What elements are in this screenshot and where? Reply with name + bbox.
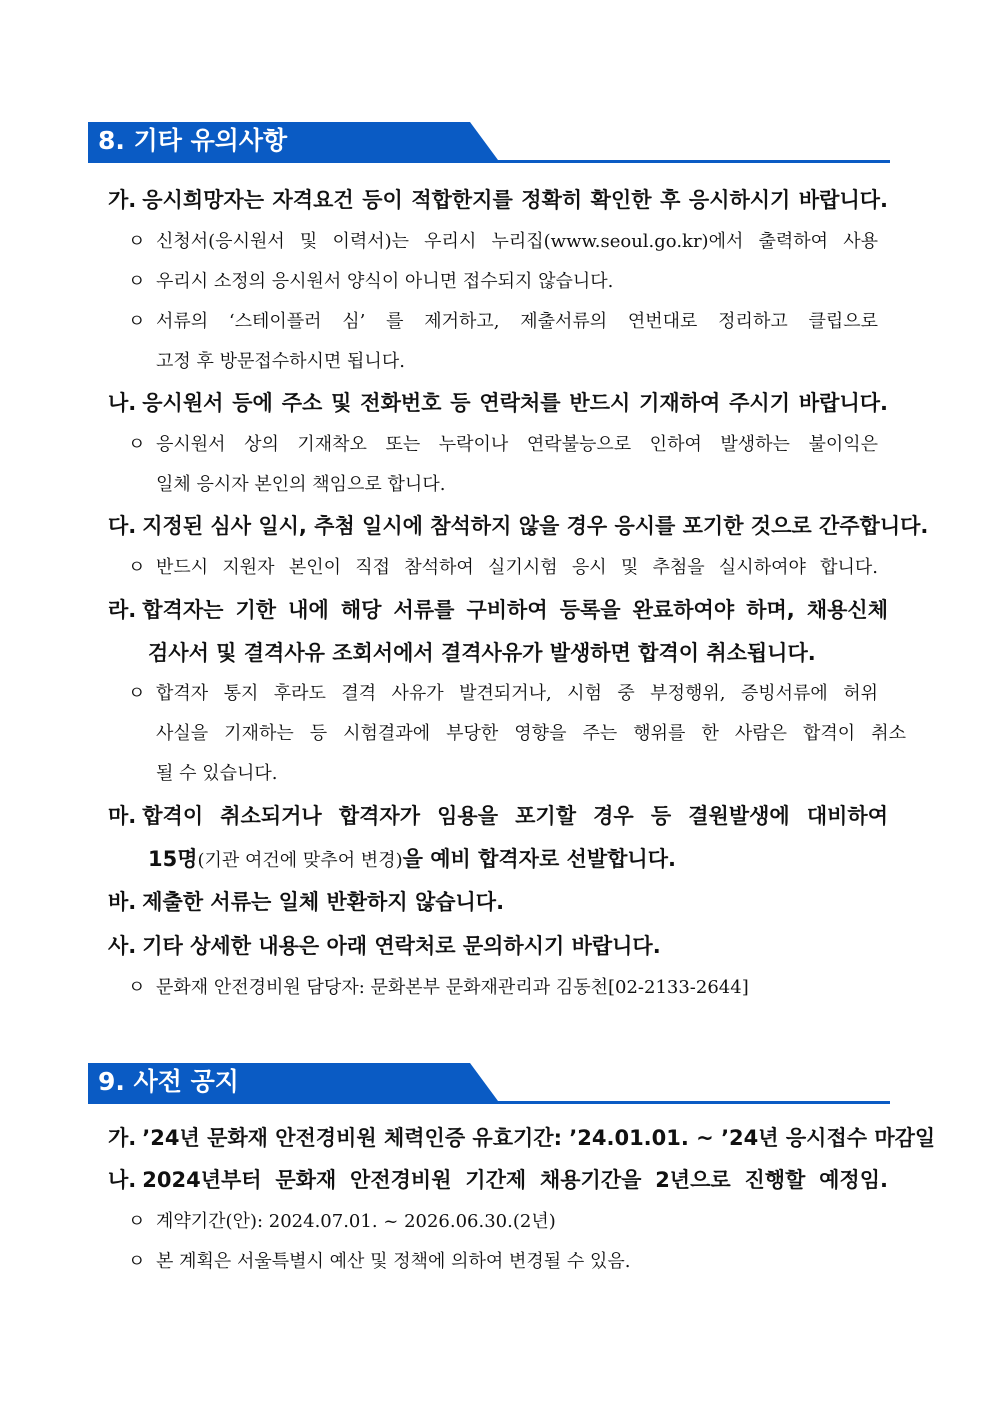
section-8-header (88, 122, 890, 162)
bullet-icon: ㅇ (128, 231, 146, 252)
item-na: 나. 응시원서 등에 주소 및 전화번호 등 연락처를 반드시 기재하여 주시기 바랍니다. (108, 391, 888, 415)
bullet-icon: ㅇ (128, 977, 146, 998)
sub-item: ㅇ 응시원서 상의 기재착오 또는 누락이나 연락불능으로 인하여 발생하는 불이익은 (128, 432, 878, 458)
sub-item-continued: 일체 응시자 본인의 책임으로 합니다. (156, 474, 446, 495)
bullet-icon: ㅇ (128, 683, 146, 704)
section-9-header (88, 1063, 890, 1103)
item-ma: 마. 합격이 취소되거나 합격자가 임용을 포기할 경우 등 결원발생에 대비하여 (108, 804, 888, 828)
sub-item: ㅇ 계약기간(안): 2024.07.01. ~ 2026.06.30.(2년) (128, 1209, 556, 1235)
item-da: 다. 지정된 심사 일시, 추첨 일시에 참석하지 않을 경우 응시를 포기한 것으로 간주합니다. (108, 514, 929, 538)
sub-item: ㅇ 합격자 통지 후라도 결격 사유가 발견되거나, 시험 중 부정행위, 증빙서류에 허위 (128, 681, 878, 707)
sub-item-continued: 사실을 기재하는 등 시험결과에 부당한 영향을 주는 행위를 한 사람은 합격이 취소 (156, 723, 906, 744)
sub-item-continued: 고정 후 방문접수하시면 됩니다. (156, 351, 405, 372)
sub-item: ㅇ 신청서(응시원서 및 이력서)는 우리시 누리집(www.seoul.go.kr)에서 출력하여 사용 (128, 229, 878, 255)
sub-item: ㅇ 서류의 ‘스테이플러 심’ 를 제거하고, 제출서류의 연번대로 정리하고 클립으로 (128, 309, 878, 335)
item-ma-continued: 15명(기관 여건에 맞추어 변경)을 예비 합격자로 선발합니다. (148, 847, 676, 871)
sub-item: ㅇ 본 계획은 서울특별시 예산 및 정책에 의하여 변경될 수 있음. (128, 1249, 631, 1275)
sub-item: ㅇ 우리시 소정의 응시원서 양식이 아니면 접수되지 않습니다. (128, 269, 613, 295)
item-ra-continued: 검사서 및 결격사유 조회서에서 결격사유가 발생하면 합격이 취소됩니다. (148, 641, 816, 665)
item-ba: 바. 제출한 서류는 일체 반환하지 않습니다. (108, 890, 505, 914)
bullet-icon: ㅇ (128, 434, 146, 455)
sub-item-continued: 될 수 있습니다. (156, 763, 278, 784)
item-ga: 가. 응시희망자는 자격요건 등이 적합한지를 정확히 확인한 후 응시하시기 바랍니다. (108, 188, 888, 212)
bullet-icon: ㅇ (128, 271, 146, 292)
bullet-icon: ㅇ (128, 557, 146, 578)
bullet-icon: ㅇ (128, 311, 146, 332)
bullet-icon: ㅇ (128, 1211, 146, 1232)
section-header-rule (88, 1101, 890, 1104)
sub-item: ㅇ 반드시 지원자 본인이 직접 참석하여 실기시험 응시 및 추첨을 실시하여야 합니다. (128, 555, 878, 581)
bullet-icon: ㅇ (128, 1251, 146, 1272)
sub-item: ㅇ 문화재 안전경비원 담당자: 문화본부 문화재관리과 김동천[02-2133-2644] (128, 975, 749, 1001)
section-8-title: 8. 기타 유의사항 (98, 126, 288, 155)
section-header-rule (88, 160, 890, 163)
notice-item-ga: 가. ’24년 문화재 안전경비원 체력인증 유효기간: ’24.01.01. ~ ’24년 응시접수 마감일 (108, 1126, 936, 1150)
section-9-title: 9. 사전 공지 (98, 1067, 239, 1096)
item-sa: 사. 기타 상세한 내용은 아래 연락처로 문의하시기 바랍니다. (108, 934, 661, 958)
item-ra: 라. 합격자는 기한 내에 해당 서류를 구비하여 등록을 완료하여야 하며, 채용신체 (108, 598, 888, 622)
notice-item-na: 나. 2024년부터 문화재 안전경비원 기간제 채용기간을 2년으로 진행할 예정임. (108, 1168, 888, 1192)
